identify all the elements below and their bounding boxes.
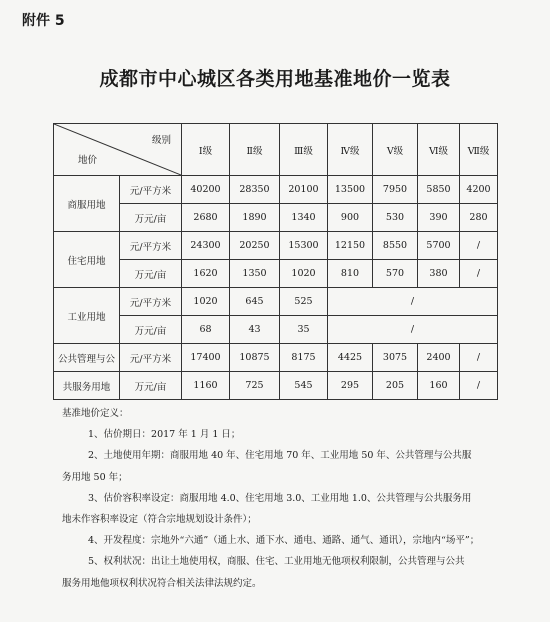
value-cell: 725 — [230, 372, 280, 400]
value-cell: 8550 — [373, 232, 418, 260]
value-cell: 5850 — [418, 176, 460, 204]
value-cell: 3075 — [373, 344, 418, 372]
value-cell: 43 — [230, 316, 280, 344]
corner-level-label: 级别 — [151, 135, 171, 146]
corner-price-label: 地价 — [78, 155, 98, 166]
definition-item-continued: 务用地 50 年； — [62, 471, 128, 483]
definition-item-continued: 服务用地他项权利状况符合相关法律法规约定。 — [62, 577, 262, 589]
value-cell: 35 — [280, 316, 328, 344]
table-row — [54, 372, 498, 400]
value-cell: / — [460, 260, 498, 288]
page-title: 成都市中心城区各类用地基准地价一览表 — [99, 68, 451, 90]
value-cell: 4200 — [460, 176, 498, 204]
value-cell: 810 — [328, 260, 373, 288]
value-cell: 205 — [373, 372, 418, 400]
attachment-label: 附件 5 — [22, 13, 65, 29]
level-header: Ⅰ级 — [182, 124, 230, 176]
value-cell: 390 — [418, 204, 460, 232]
level-header: Ⅶ级 — [460, 124, 498, 176]
value-cell: 5700 — [418, 232, 460, 260]
land-type-cell: 工业用地 — [54, 288, 120, 344]
merged-empty-cell: / — [328, 316, 498, 344]
level-header: Ⅵ级 — [418, 124, 460, 176]
table-row — [54, 288, 498, 316]
table-row — [54, 232, 498, 260]
value-cell: 530 — [373, 204, 418, 232]
level-header: Ⅳ级 — [328, 124, 373, 176]
value-cell: 1350 — [230, 260, 280, 288]
value-cell: / — [460, 344, 498, 372]
value-cell: 545 — [280, 372, 328, 400]
definitions-heading: 基准地价定义： — [62, 408, 129, 419]
value-cell: 645 — [230, 288, 280, 316]
level-header: Ⅱ级 — [230, 124, 280, 176]
unit-cell: 元/平方米 — [120, 232, 182, 260]
table-row — [54, 316, 498, 344]
value-cell: 10875 — [230, 344, 280, 372]
value-cell: 1340 — [280, 204, 328, 232]
value-cell: 1160 — [182, 372, 230, 400]
value-cell: 68 — [182, 316, 230, 344]
value-cell: 13500 — [328, 176, 373, 204]
unit-cell: 万元/亩 — [120, 204, 182, 232]
value-cell: 28350 — [230, 176, 280, 204]
value-cell: 295 — [328, 372, 373, 400]
table-row — [54, 176, 498, 204]
value-cell: 900 — [328, 204, 373, 232]
definition-item: 3、估价容积率设定：商服用地 4.0、住宅用地 3.0、工业用地 1.0、公共管理与公共服务用 — [88, 492, 472, 504]
level-header: Ⅴ级 — [373, 124, 418, 176]
level-header: Ⅲ级 — [280, 124, 328, 176]
value-cell: 1620 — [182, 260, 230, 288]
value-cell: 20250 — [230, 232, 280, 260]
value-cell: 4425 — [328, 344, 373, 372]
unit-cell: 万元/亩 — [120, 372, 182, 400]
table-row — [54, 204, 498, 232]
value-cell: 2400 — [418, 344, 460, 372]
corner-cell — [54, 124, 182, 176]
unit-cell: 元/平方米 — [120, 344, 182, 372]
value-cell: 24300 — [182, 232, 230, 260]
value-cell: 160 — [418, 372, 460, 400]
value-cell: 12150 — [328, 232, 373, 260]
value-cell: / — [460, 232, 498, 260]
unit-cell: 万元/亩 — [120, 260, 182, 288]
value-cell: 1890 — [230, 204, 280, 232]
definition-item: 4、开发程度：宗地外“六通”（通上水、通下水、通电、通路、通气、通讯），宗地内“场平”； — [88, 535, 480, 547]
unit-cell: 万元/亩 — [120, 316, 182, 344]
definition-item: 1、估价期日：2017 年 1 月 1 日； — [88, 429, 241, 441]
value-cell: 570 — [373, 260, 418, 288]
value-cell: 1020 — [182, 288, 230, 316]
value-cell: 17400 — [182, 344, 230, 372]
value-cell: 280 — [460, 204, 498, 232]
table-row — [54, 260, 498, 288]
definition-item-continued: 地未作容积率设定（符合宗地规划设计条件）； — [62, 514, 257, 526]
value-cell: 1020 — [280, 260, 328, 288]
table-row — [54, 344, 498, 372]
land-type-cell-line2: 共服务用地 — [54, 372, 120, 400]
value-cell: 7950 — [373, 176, 418, 204]
value-cell: 40200 — [182, 176, 230, 204]
definition-item: 2、土地使用年期：商服用地 40 年、住宅用地 70 年、工业用地 50 年、公共管理与公共服 — [88, 450, 472, 462]
value-cell: 20100 — [280, 176, 328, 204]
value-cell: 525 — [280, 288, 328, 316]
definitions-section — [62, 403, 502, 594]
land-type-cell: 住宅用地 — [54, 232, 120, 288]
value-cell: 2680 — [182, 204, 230, 232]
value-cell: 8175 — [280, 344, 328, 372]
definition-item: 5、权利状况：出让土地使用权，商服、住宅、工业用地无他项权利限制，公共管理与公共 — [88, 556, 465, 568]
value-cell: 380 — [418, 260, 460, 288]
land-price-table — [53, 123, 498, 400]
merged-empty-cell: / — [328, 288, 498, 316]
header-row — [54, 124, 498, 176]
value-cell: 15300 — [280, 232, 328, 260]
unit-cell: 元/平方米 — [120, 176, 182, 204]
land-type-cell-line1: 公共管理与公 — [54, 344, 120, 372]
unit-cell: 元/平方米 — [120, 288, 182, 316]
value-cell: / — [460, 372, 498, 400]
land-type-cell: 商服用地 — [54, 176, 120, 232]
